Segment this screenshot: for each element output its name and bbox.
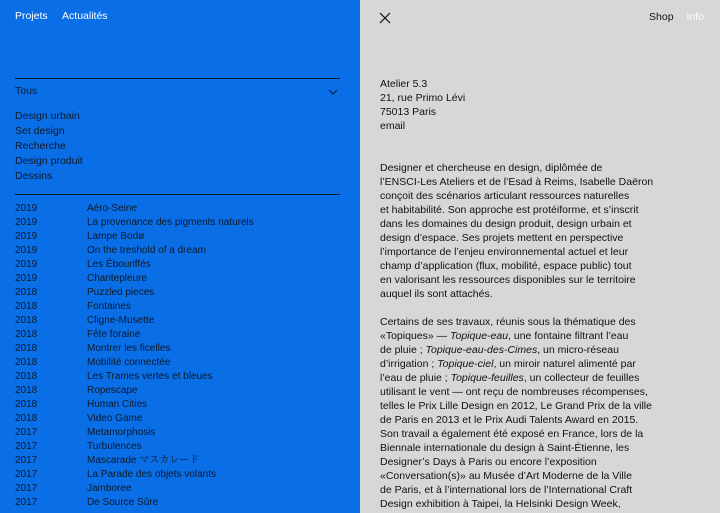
project-title: Ropescape [87, 385, 138, 396]
project-row[interactable] [15, 496, 340, 510]
project-year: 2019 [15, 273, 38, 284]
bio-emphasis: Topique-ciel [437, 358, 494, 370]
project-row[interactable] [15, 258, 340, 272]
project-title: Human Cities [87, 399, 148, 410]
category-list [15, 109, 83, 184]
bio-paragraph-1 [380, 161, 680, 301]
project-row[interactable] [15, 412, 340, 426]
project-year: 2018 [15, 413, 38, 424]
project-row[interactable] [15, 356, 340, 370]
bio-line: conçoit des scénarios articulant ressources naturelles [380, 190, 630, 202]
category-urban-design[interactable]: Design urbain [15, 110, 80, 122]
category-dropdown[interactable] [15, 85, 340, 99]
bio-line: en valorisant les ressources disponibles sur le territoire [380, 274, 636, 286]
project-row[interactable] [15, 314, 340, 328]
project-year: 2018 [15, 371, 38, 382]
project-title: Montrer les ficelles [87, 343, 171, 354]
project-year: 2018 [15, 343, 38, 354]
project-title: Video Game [87, 413, 143, 424]
top-nav [15, 10, 120, 22]
bio-text: d’irrigation ; [380, 358, 438, 370]
project-year: 2017 [15, 497, 38, 508]
category-product-design[interactable]: Design produit [15, 155, 83, 167]
project-row[interactable] [15, 216, 340, 230]
bio-emphasis: Topique-eau [450, 330, 509, 342]
bio-line [380, 329, 680, 343]
bio-line: utilisant le vent — ont reçu de nombreuses récompenses, [380, 386, 648, 398]
project-title: On the treshold of a dream [87, 245, 206, 256]
project-year: 2018 [15, 399, 38, 410]
bio-line: design d’espace. Ses projets mettent en perspective [380, 232, 624, 244]
divider [15, 78, 340, 79]
bio-line: de Paris en 2013 et le Prix Audi Talents Award en 2015. [380, 414, 639, 426]
bio-line: et habitabilité. Son approche est protéiforme, et s’inscrit [380, 204, 639, 216]
project-row[interactable] [15, 370, 340, 384]
project-year: 2017 [15, 427, 38, 438]
address-line: 21, rue Primo Lévi [380, 92, 466, 104]
project-row[interactable] [15, 328, 340, 342]
bio-paragraph-2 [380, 315, 680, 511]
nav-shop[interactable]: Shop [649, 11, 674, 23]
address-line: Atelier 5.3 [380, 78, 428, 90]
bio-emphasis: Topique-eau-des-Cimes [425, 344, 538, 356]
bio-text: , une fontaine filtrant l’eau [508, 330, 629, 342]
address-block [380, 77, 465, 133]
project-year: 2017 [15, 483, 38, 494]
nav-news[interactable]: Actualités [62, 10, 108, 22]
bio-line: dans les domaines du design produit, design urbain et [380, 218, 632, 230]
bio-line: l’importance de l’enjeu environnemental actuel et leur [380, 246, 629, 258]
project-title: La provenance des pigments naturels [87, 217, 254, 228]
project-year: 2018 [15, 301, 38, 312]
bio-line: Designer et chercheuse en design, diplômée de [380, 162, 603, 174]
address-line: 75013 Paris [380, 106, 437, 118]
project-title: Puzzled pieces [87, 287, 155, 298]
dropdown-label: Tous [15, 85, 38, 97]
project-year: 2019 [15, 203, 38, 214]
bio-line [380, 343, 680, 357]
nav-projects[interactable]: Projets [15, 10, 48, 22]
category-set-design[interactable]: Set design [15, 125, 65, 137]
bio-line [380, 371, 680, 385]
bio-line: Design exhibition à Taipei, la Helsinki Design Week, [380, 498, 621, 510]
project-year: 2019 [15, 259, 38, 270]
divider [15, 194, 340, 195]
project-row[interactable] [15, 440, 340, 454]
project-row[interactable] [15, 398, 340, 412]
bio-emphasis: Topique-feuilles [450, 372, 524, 384]
project-year: 2019 [15, 245, 38, 256]
bio-line: «Conversation(s)» au Musée d’Art Moderne de la Ville [380, 470, 632, 482]
project-title: Turbulences [87, 441, 142, 452]
project-year: 2017 [15, 469, 38, 480]
project-year: 2018 [15, 329, 38, 340]
project-row[interactable] [15, 286, 340, 300]
project-year: 2018 [15, 315, 38, 326]
bio-text: de pluie ; [380, 344, 426, 356]
project-list [15, 202, 340, 510]
project-year: 2018 [15, 385, 38, 396]
nav-info[interactable]: Info [686, 11, 704, 23]
close-icon[interactable] [379, 12, 391, 24]
bio-line: Designer’s Days à Paris ou encore l’exposition [380, 456, 597, 468]
project-row[interactable] [15, 482, 340, 496]
project-row[interactable] [15, 384, 340, 398]
project-row[interactable] [15, 244, 340, 258]
project-title: Mascarade マスカレード [87, 455, 200, 466]
project-title: De Source Sûre [87, 497, 159, 508]
project-title: Cligne-Musette [87, 315, 155, 326]
category-drawings[interactable]: Dessins [15, 170, 53, 182]
project-row[interactable] [15, 468, 340, 482]
bio-line: champ d’application (flux, mobilité, espace public) tout [380, 260, 632, 272]
project-row[interactable] [15, 426, 340, 440]
project-year: 2018 [15, 357, 38, 368]
info-panel [360, 0, 720, 513]
bio-line: telles le Prix Lille Design en 2012, Le Grand Prix de la ville [380, 400, 652, 412]
bio-line: Son travail a également été exposé en France, lors de la [380, 428, 644, 440]
bio-text: , un collecteur de feuilles [523, 372, 640, 384]
chevron-down-icon [328, 87, 338, 97]
project-row[interactable] [15, 454, 340, 468]
bio-line: Biennale internationale du design à Saint-Étienne, les [380, 442, 630, 454]
project-title: Metamorphosis [87, 427, 156, 438]
project-year: 2017 [15, 441, 38, 452]
project-title: La Parade des objets volants [87, 469, 216, 480]
project-title: Les Trames vertes et bleues [87, 371, 213, 382]
bio-line: de Paris, et à l’international lors de l’International Craft [380, 484, 633, 496]
project-title: Chantepleure [87, 273, 148, 284]
project-title: Jamboree [87, 483, 132, 494]
bio-line [380, 357, 680, 371]
bio-line: l’ENSCI-Les Ateliers et de l’Esad à Reims, Isabelle Daëron [380, 176, 654, 188]
email-link[interactable]: email [380, 120, 406, 132]
project-row[interactable] [15, 272, 340, 286]
bio-line: auquel ils sont attachés. [380, 288, 493, 300]
project-title: Aéro-Seine [87, 203, 138, 214]
project-row[interactable] [15, 202, 340, 216]
right-nav [639, 11, 704, 23]
bio-text: , un miroir naturel alimenté par [493, 358, 636, 370]
bio-text: l’eau de pluie ; [380, 372, 451, 384]
category-research[interactable]: Recherche [15, 140, 66, 152]
project-row[interactable] [15, 300, 340, 314]
project-title: Lampe Bodø [87, 231, 145, 242]
project-title: Mobilité connectée [87, 357, 171, 368]
bio-line: Certains de ses travaux, réunis sous la thématique des [380, 316, 636, 328]
project-year: 2019 [15, 231, 38, 242]
bio-text: , un micro-réseau [537, 344, 619, 356]
project-row[interactable] [15, 342, 340, 356]
project-year: 2019 [15, 217, 38, 228]
project-title: Fête foraine [87, 329, 141, 340]
project-title: Les Ébouriffés [87, 259, 151, 270]
bio-text: «Topiques» — [380, 330, 451, 342]
project-year: 2017 [15, 455, 38, 466]
project-title: Fontaines [87, 301, 131, 312]
project-row[interactable] [15, 230, 340, 244]
project-year: 2018 [15, 287, 38, 298]
